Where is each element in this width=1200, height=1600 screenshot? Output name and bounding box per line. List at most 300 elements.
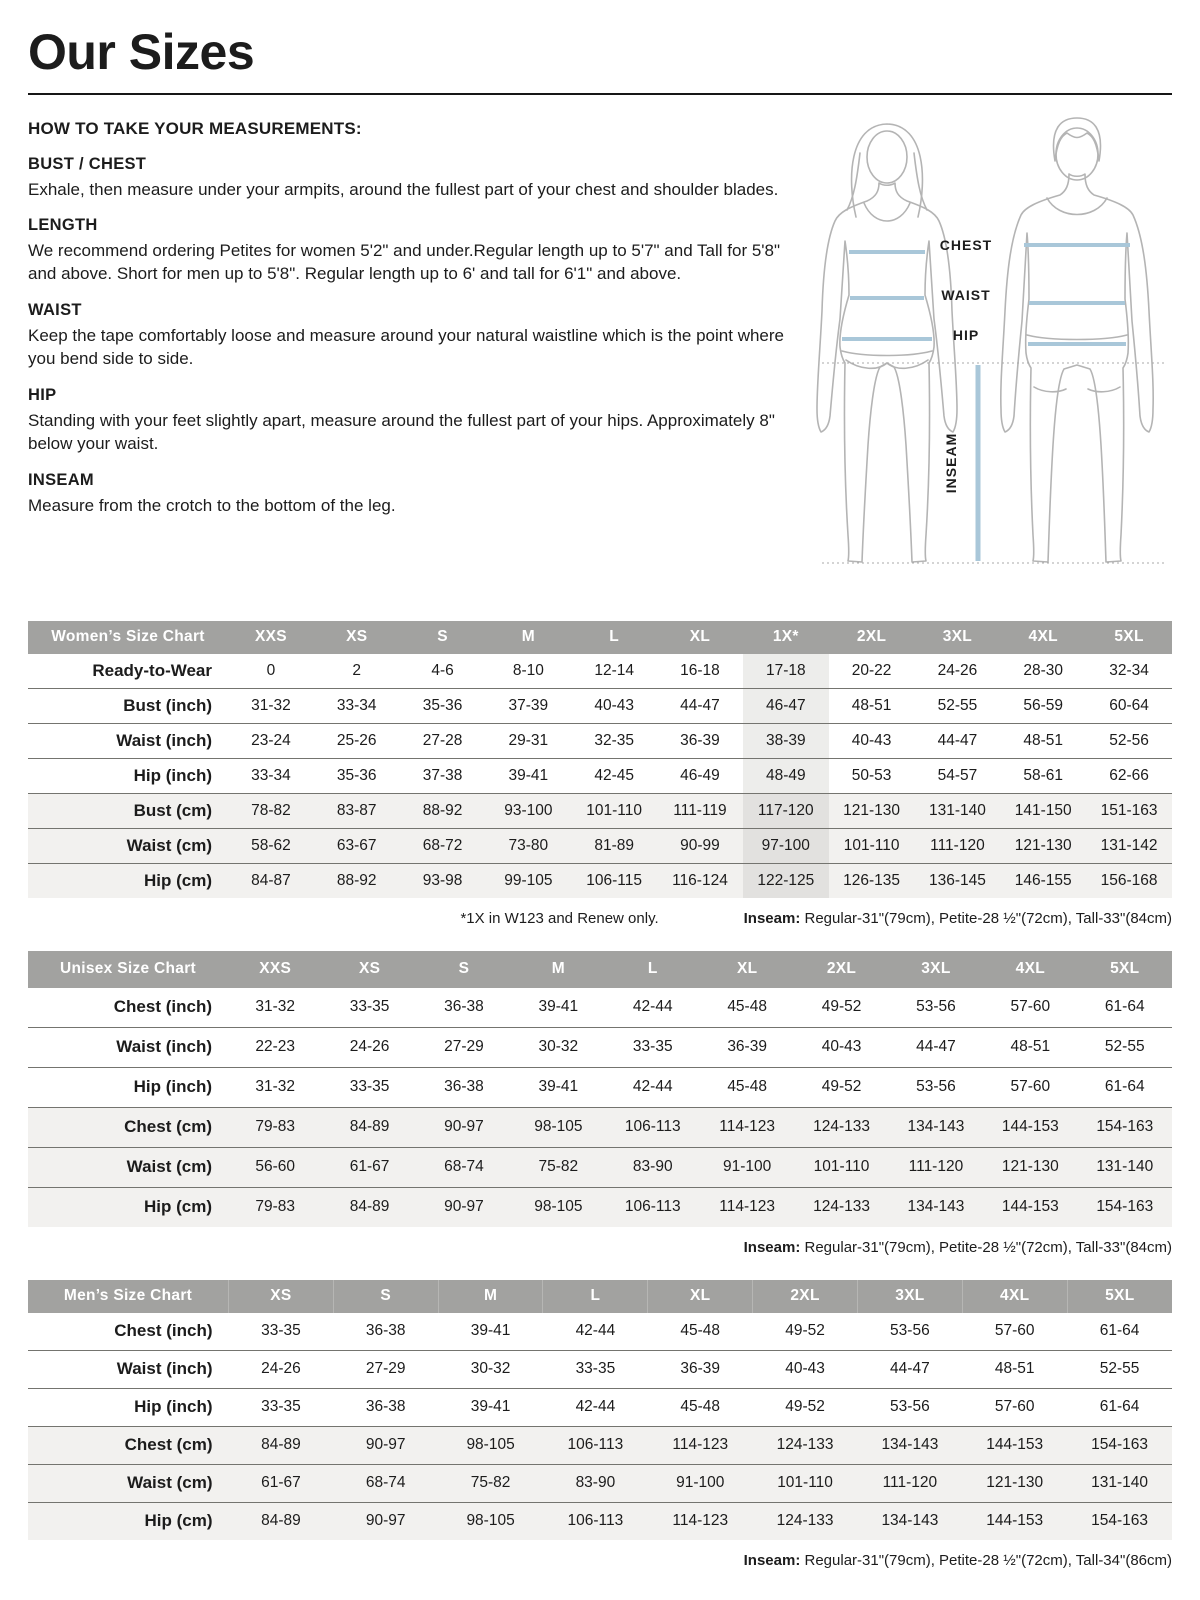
size-column-header: 2XL [794,951,888,988]
size-cell: 88-92 [314,863,400,898]
table-row [28,988,1172,1028]
measurement-instructions [28,119,1172,591]
male-hair-outline [1054,118,1101,161]
size-column-header: 5XL [1067,1280,1172,1313]
size-cell: 121-130 [962,1464,1067,1502]
size-cell: 57-60 [962,1313,1067,1351]
row-label: Hip (inch) [28,1388,229,1426]
size-cell: 111-120 [889,1147,983,1187]
section-heading: BUST / CHEST [28,154,147,173]
size-cell: 36-38 [333,1313,438,1351]
size-cell: 79-83 [228,1187,322,1227]
size-cell: 33-35 [322,988,416,1028]
size-column-header: S [400,621,486,654]
size-column-header: 2XL [753,1280,858,1313]
size-cell: 39-41 [438,1313,543,1351]
size-column-header: XL [657,621,743,654]
size-cell: 17-18 [743,654,829,689]
size-cell: 75-82 [438,1464,543,1502]
measure-section-length [28,216,788,286]
size-cell: 53-56 [857,1313,962,1351]
size-cell: 101-110 [794,1147,888,1187]
size-cell: 57-60 [962,1388,1067,1426]
size-cell: 68-74 [417,1147,511,1187]
size-cell: 61-64 [1067,1313,1172,1351]
size-cell: 48-51 [1000,723,1086,758]
size-cell: 124-133 [794,1107,888,1147]
how-to-heading: HOW TO TAKE YOUR MEASUREMENTS: [28,118,362,138]
row-label: Hip (cm) [28,1502,229,1540]
female-face-outline [867,131,907,183]
row-label: Ready-to-Wear [28,654,228,689]
size-cell: 57-60 [983,1067,1077,1107]
size-cell: 81-89 [571,828,657,863]
size-cell: 144-153 [962,1502,1067,1540]
section-body: We recommend ordering Petites for women 5'2" and under.Regular length up to 5'7" and Tall for 5'8" and above. Short for men up to 5'8". Regular length up to 6' and tall for 6'1" and above. [28,241,781,284]
unisex-size-chart-table [28,951,1172,1227]
size-cell: 68-74 [333,1464,438,1502]
size-cell: 4-6 [400,654,486,689]
size-cell: 45-48 [700,1067,794,1107]
size-cell: 131-140 [1078,1147,1172,1187]
waist-label: WAIST [941,286,991,303]
size-cell: 44-47 [889,1027,983,1067]
womens-chart-body [28,654,1172,898]
size-cell: 144-153 [983,1187,1077,1227]
size-cell: 49-52 [794,1067,888,1107]
size-cell: 52-55 [1078,1027,1172,1067]
row-label: Hip (inch) [28,758,228,793]
size-cell: 49-52 [794,988,888,1028]
size-cell: 40-43 [794,1027,888,1067]
body-measurement-diagram [792,111,1172,579]
size-cell: 121-130 [829,793,915,828]
size-cell: 151-163 [1086,793,1172,828]
table-row [28,1107,1172,1147]
row-label: Chest (inch) [28,988,228,1028]
footnote-inseam-text: Regular-31"(79cm), Petite-28 ½"(72cm), Tall-34"(86cm) [800,1551,1172,1569]
title-divider [28,93,1172,95]
size-cell: 2 [314,654,400,689]
size-column-header: 4XL [983,951,1077,988]
unisex-chart-header [28,951,1172,988]
size-cell: 44-47 [657,688,743,723]
size-cell: 45-48 [700,988,794,1028]
size-cell: 91-100 [700,1147,794,1187]
table-row [28,1313,1172,1351]
size-cell: 75-82 [511,1147,605,1187]
size-cell: 42-44 [543,1313,648,1351]
size-cell: 35-36 [400,688,486,723]
size-cell: 58-61 [1000,758,1086,793]
footnote-inseam [744,1239,1172,1256]
size-cell: 134-143 [857,1426,962,1464]
size-column-header: M [511,951,605,988]
size-cell: 46-47 [743,688,829,723]
size-cell: 49-52 [753,1388,858,1426]
size-cell: 90-99 [657,828,743,863]
size-cell: 39-41 [511,988,605,1028]
table-title: Men’s Size Chart [28,1280,229,1313]
row-label: Waist (cm) [28,1464,229,1502]
size-cell: 12-14 [571,654,657,689]
size-cell: 144-153 [983,1107,1077,1147]
size-column-header: S [417,951,511,988]
row-label: Bust (inch) [28,688,228,723]
size-cell: 45-48 [648,1388,753,1426]
size-cell: 50-53 [829,758,915,793]
size-cell: 33-35 [322,1067,416,1107]
unisex-chart-footnote [28,1239,1172,1256]
size-cell: 61-67 [322,1147,416,1187]
size-cell: 84-87 [228,863,314,898]
size-cell: 40-43 [571,688,657,723]
chest-label: CHEST [939,236,993,253]
size-cell: 52-56 [1086,723,1172,758]
size-cell: 134-143 [889,1187,983,1227]
section-heading: INSEAM [28,471,94,490]
size-cell: 90-97 [333,1426,438,1464]
size-cell: 84-89 [229,1502,334,1540]
size-cell: 114-123 [648,1502,753,1540]
table-row [28,828,1172,863]
size-cell: 97-100 [743,828,829,863]
size-cell: 32-35 [571,723,657,758]
size-cell: 36-39 [700,1027,794,1067]
size-cell: 37-38 [400,758,486,793]
female-bikini-leg-right [887,360,928,368]
male-tank-hem [1027,335,1127,340]
table-row [28,723,1172,758]
size-cell: 98-105 [438,1502,543,1540]
size-cell: 36-38 [417,1067,511,1107]
footnote-inseam-text: Regular-31"(79cm), Petite-28 ½"(72cm), Tall-33"(84cm) [800,1238,1172,1256]
size-cell: 83-90 [606,1147,700,1187]
table-row [28,793,1172,828]
size-column-header: XXS [228,951,322,988]
measure-section-inseam [28,471,788,518]
size-cell: 44-47 [857,1350,962,1388]
size-cell: 88-92 [400,793,486,828]
size-cell: 39-41 [511,1067,605,1107]
mens-chart-footnote [28,1552,1172,1569]
section-heading: WAIST [28,301,82,320]
measure-section-waist [28,301,788,371]
size-cell: 29-31 [485,723,571,758]
size-column-header: 1X* [743,621,829,654]
row-label: Chest (inch) [28,1313,229,1351]
size-cell: 134-143 [857,1502,962,1540]
size-cell: 131-142 [1086,828,1172,863]
size-cell: 154-163 [1078,1187,1172,1227]
table-row [28,863,1172,898]
size-column-header: 3XL [857,1280,962,1313]
mens-chart-header [28,1280,1172,1313]
unisex-chart-body [28,988,1172,1227]
size-cell: 116-124 [657,863,743,898]
size-cell: 42-44 [606,988,700,1028]
size-cell: 83-90 [543,1464,648,1502]
size-cell: 73-80 [485,828,571,863]
inseam-label: INSEAM [943,432,959,493]
size-column-header: 3XL [915,621,1001,654]
size-cell: 48-51 [829,688,915,723]
size-cell: 52-55 [1067,1350,1172,1388]
size-cell: 48-49 [743,758,829,793]
size-cell: 36-38 [333,1388,438,1426]
table-row [28,688,1172,723]
size-cell: 42-44 [606,1067,700,1107]
size-column-header: 5XL [1078,951,1172,988]
size-cell: 124-133 [753,1502,858,1540]
size-cell: 31-32 [228,688,314,723]
diagram-labels-group [940,237,992,493]
size-cell: 106-113 [606,1187,700,1227]
size-cell: 22-23 [228,1027,322,1067]
size-cell: 23-24 [228,723,314,758]
table-row [28,1027,1172,1067]
size-cell: 106-113 [606,1107,700,1147]
size-column-header: 5XL [1086,621,1172,654]
size-cell: 53-56 [889,988,983,1028]
size-column-header: 4XL [1000,621,1086,654]
size-cell: 27-29 [417,1027,511,1067]
size-cell: 45-48 [648,1313,753,1351]
size-cell: 121-130 [983,1147,1077,1187]
size-cell: 52-55 [915,688,1001,723]
size-cell: 31-32 [228,1067,322,1107]
size-cell: 101-110 [571,793,657,828]
table-row [28,654,1172,689]
size-cell: 40-43 [753,1350,858,1388]
size-cell: 42-45 [571,758,657,793]
size-column-header: XL [700,951,794,988]
size-cell: 20-22 [829,654,915,689]
size-column-header: M [438,1280,543,1313]
row-label: Waist (cm) [28,828,228,863]
size-cell: 24-26 [915,654,1001,689]
size-cell: 101-110 [753,1464,858,1502]
size-cell: 154-163 [1067,1426,1172,1464]
size-cell: 44-47 [915,723,1001,758]
table-row [28,1147,1172,1187]
size-cell: 131-140 [915,793,1001,828]
table-row [28,1426,1172,1464]
size-column-header: XS [314,621,400,654]
size-column-header: 2XL [829,621,915,654]
row-label: Waist (inch) [28,723,228,758]
table-row [28,1067,1172,1107]
size-cell: 33-34 [314,688,400,723]
size-cell: 93-100 [485,793,571,828]
size-cell: 106-113 [543,1502,648,1540]
table-row [28,1350,1172,1388]
size-cell: 98-105 [511,1107,605,1147]
size-cell: 93-98 [400,863,486,898]
size-cell: 98-105 [438,1426,543,1464]
size-cell: 90-97 [333,1502,438,1540]
size-column-header: XXS [228,621,314,654]
size-cell: 54-57 [915,758,1001,793]
footnote-inseam [744,1552,1172,1569]
table-row [28,1388,1172,1426]
header-row [28,621,1172,654]
size-cell: 42-44 [543,1388,648,1426]
female-bikini-leg-left [846,360,887,368]
page-title: Our Sizes [28,24,255,80]
size-cell: 35-36 [314,758,400,793]
header-row [28,1280,1172,1313]
size-cell: 61-64 [1078,988,1172,1028]
size-cell: 114-123 [700,1187,794,1227]
size-cell: 28-30 [1000,654,1086,689]
size-cell: 114-123 [648,1426,753,1464]
size-cell: 48-51 [983,1027,1077,1067]
size-cell: 136-145 [915,863,1001,898]
section-heading: LENGTH [28,216,98,235]
table-row [28,1502,1172,1540]
size-cell: 156-168 [1086,863,1172,898]
measure-section-bust-chest [28,155,788,202]
size-cell: 60-64 [1086,688,1172,723]
size-column-header: M [485,621,571,654]
size-cell: 134-143 [889,1107,983,1147]
row-label: Hip (inch) [28,1067,228,1107]
size-cell: 33-35 [606,1027,700,1067]
size-cell: 154-163 [1078,1107,1172,1147]
size-cell: 106-115 [571,863,657,898]
male-shorts-hem-right [1088,387,1120,392]
row-label: Chest (cm) [28,1107,228,1147]
size-cell: 154-163 [1067,1502,1172,1540]
male-shorts-hem-left [1034,387,1066,392]
size-cell: 30-32 [511,1027,605,1067]
footnote-inseam [744,910,1172,927]
size-column-header: XS [229,1280,334,1313]
footnote-inseam-label: Inseam: [743,1551,801,1569]
row-label: Hip (cm) [28,863,228,898]
size-column-header: S [333,1280,438,1313]
size-cell: 33-35 [229,1388,334,1426]
size-cell: 27-28 [400,723,486,758]
size-cell: 56-59 [1000,688,1086,723]
section-heading: HIP [28,386,57,405]
instructions-copy [28,119,788,519]
size-cell: 121-130 [1000,828,1086,863]
measure-section-hip [28,386,788,456]
female-tank-neckline [864,203,910,221]
size-cell: 8-10 [485,654,571,689]
size-cell: 90-97 [417,1107,511,1147]
size-column-header: L [571,621,657,654]
size-cell: 111-120 [857,1464,962,1502]
female-bikini-waistband [842,351,932,356]
size-cell: 36-39 [657,723,743,758]
size-cell: 0 [228,654,314,689]
size-cell: 106-113 [543,1426,648,1464]
size-cell: 146-155 [1000,863,1086,898]
size-cell: 24-26 [229,1350,334,1388]
size-cell: 61-64 [1078,1067,1172,1107]
size-cell: 39-41 [438,1388,543,1426]
size-cell: 131-140 [1067,1464,1172,1502]
size-column-header: 4XL [962,1280,1067,1313]
size-cell: 16-18 [657,654,743,689]
size-cell: 39-41 [485,758,571,793]
size-cell: 48-51 [962,1350,1067,1388]
size-cell: 36-38 [417,988,511,1028]
row-label: Chest (cm) [28,1426,229,1464]
size-cell: 38-39 [743,723,829,758]
footnote-inseam-label: Inseam: [743,909,801,927]
size-cell: 58-62 [228,828,314,863]
hip-label: HIP [952,326,980,343]
size-cell: 63-67 [314,828,400,863]
size-cell: 124-133 [794,1187,888,1227]
table-row [28,758,1172,793]
table-title: Unisex Size Chart [28,951,228,988]
size-cell: 83-87 [314,793,400,828]
male-tank-neckline [1047,198,1107,215]
size-cell: 40-43 [829,723,915,758]
size-column-header: 3XL [889,951,983,988]
size-cell: 24-26 [322,1027,416,1067]
section-body: Exhale, then measure under your armpits, around the fullest part of your chest and shoulder blades. [28,179,779,199]
womens-chart-header [28,621,1172,654]
size-cell: 32-34 [1086,654,1172,689]
size-cell: 27-29 [333,1350,438,1388]
section-body: Keep the tape comfortably loose and measure around your natural waistline which is the point where you bend side to side. [28,326,784,369]
size-column-header: L [606,951,700,988]
size-cell: 91-100 [648,1464,753,1502]
size-cell: 37-39 [485,688,571,723]
size-cell: 141-150 [1000,793,1086,828]
header-row [28,951,1172,988]
row-label: Bust (cm) [28,793,228,828]
size-cell: 25-26 [314,723,400,758]
size-column-header: XL [648,1280,753,1313]
size-cell: 99-105 [485,863,571,898]
row-label: Waist (inch) [28,1350,229,1388]
size-cell: 53-56 [889,1067,983,1107]
size-cell: 79-83 [228,1107,322,1147]
size-cell: 84-89 [322,1107,416,1147]
size-cell: 144-153 [962,1426,1067,1464]
size-cell: 33-35 [229,1313,334,1351]
table-title: Women’s Size Chart [28,621,228,654]
size-cell: 68-72 [400,828,486,863]
size-cell: 117-120 [743,793,829,828]
womens-chart-footnote [28,910,1172,927]
size-column-header: XS [322,951,416,988]
female-body-outline [817,183,957,562]
size-cell: 61-64 [1067,1388,1172,1426]
size-cell: 46-49 [657,758,743,793]
size-cell: 111-120 [915,828,1001,863]
male-face-outline [1056,128,1098,180]
table-row [28,1464,1172,1502]
size-column-header: L [543,1280,648,1313]
row-label: Waist (cm) [28,1147,228,1187]
footnote-inseam-label: Inseam: [743,1238,801,1256]
womens-size-chart-table [28,621,1172,898]
size-charts-section [28,621,1172,1569]
row-label: Waist (inch) [28,1027,228,1067]
size-cell: 98-105 [511,1187,605,1227]
size-cell: 122-125 [743,863,829,898]
size-cell: 101-110 [829,828,915,863]
size-cell: 30-32 [438,1350,543,1388]
